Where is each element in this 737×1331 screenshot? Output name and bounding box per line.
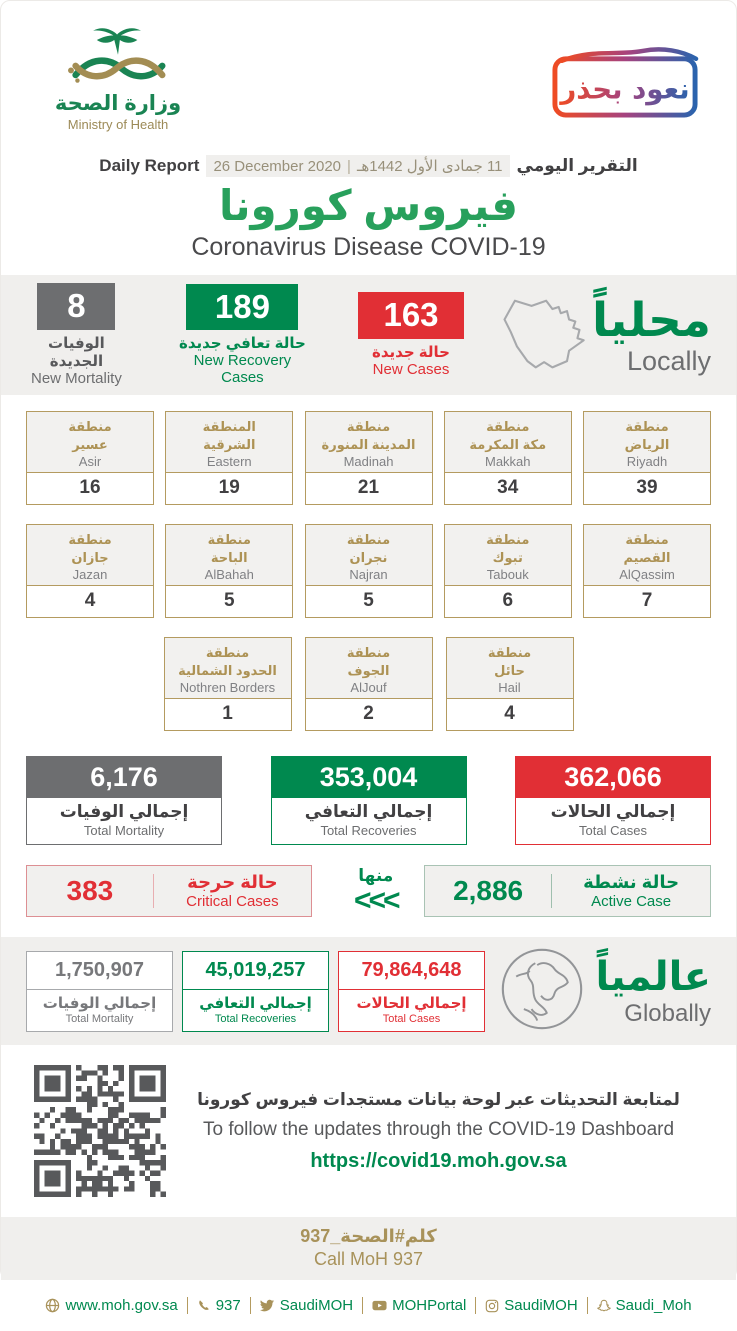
- regions-row-1: [26, 411, 711, 505]
- page-title-english: Coronavirus Disease COVID-19: [191, 233, 546, 261]
- critical-label-en: Critical Cases: [186, 893, 279, 910]
- twitter-icon: [260, 1298, 275, 1313]
- total-cases-value: 362,066: [516, 757, 710, 798]
- globe-icon: [499, 946, 585, 1037]
- total-cases-card: 362,066 إجمالي الحالات Total Cases: [515, 756, 711, 845]
- globally-section: [1, 937, 736, 1045]
- globe-icon: [45, 1298, 60, 1313]
- report-date-line: [1, 155, 736, 177]
- region-value: 4: [84, 590, 96, 612]
- total-recoveries-card: 353,004 إجمالي التعافي Total Recoveries: [271, 756, 467, 845]
- total-mortality-value: 6,176: [27, 757, 221, 798]
- region-card-riyadh: منطقة الرياض Riyadh 39: [583, 411, 711, 505]
- new-mortality-value: 8: [37, 283, 115, 330]
- footer-instagram[interactable]: SaudiMOH: [475, 1297, 586, 1314]
- total-recoveries-value: 353,004: [272, 757, 466, 798]
- call-moh-english: Call MoH 937: [313, 1249, 424, 1270]
- palm-swords-icon: [59, 75, 177, 92]
- footer-snapchat[interactable]: Saudi_Moh: [587, 1297, 701, 1314]
- hijri-date: 11 جمادى الأول 1442هـ: [356, 158, 503, 175]
- logo-english: Ministry of Health: [67, 117, 169, 132]
- region-card-madinah: منطقة المدينة المنورة Madinah 21: [305, 411, 433, 505]
- region-value: 2: [363, 703, 374, 725]
- new-mortality-label-en: New Mortality: [31, 369, 122, 387]
- left-arrows-icon: <<<: [354, 883, 398, 917]
- active-label-en: Active Case: [591, 893, 672, 910]
- global-mortality-value: 1,750,907: [27, 952, 172, 990]
- daily-report-label-arabic: التقرير اليومي: [516, 156, 638, 175]
- page-title-arabic: فيروس كورونا: [218, 182, 519, 229]
- dashboard-url-link[interactable]: https://covid19.moh.gov.sa: [310, 1149, 567, 1172]
- region-card-northern-borders: منطقة الحدود الشمالية Nothren Borders 1: [164, 637, 292, 731]
- region-value: 34: [497, 477, 519, 499]
- of-which-connector: منها <<<: [354, 865, 398, 917]
- critical-label-ar: حالة حرجة: [187, 872, 278, 893]
- new-cases-stat: [358, 292, 464, 378]
- new-mortality-stat: [26, 283, 127, 387]
- active-label-ar: حالة نشطة: [583, 872, 680, 893]
- global-mortality-card: 1,750,907 إجمالي الوفيات Total Mortality: [26, 951, 173, 1032]
- gregorian-date: 26 December 2020: [213, 157, 342, 175]
- footer-website[interactable]: www.moh.gov.sa: [36, 1297, 186, 1314]
- case-status-row: [1, 845, 736, 917]
- footer-contact-bar: [1, 1280, 736, 1331]
- regions-grid: [1, 395, 736, 731]
- region-card-asir: منطقة عسير Asir 16: [26, 411, 154, 505]
- region-card-aljouf: منطقة الجوف AlJouf 2: [305, 637, 433, 731]
- globally-heading-ar: عالمياً: [595, 954, 711, 999]
- region-card-tabouk: منطقة تبوك Tabouk 6: [444, 524, 572, 618]
- new-mortality-label-ar: الوفيات الجديدة: [48, 334, 105, 370]
- svg-text:نعود بحذر: نعود بحذر: [560, 72, 690, 106]
- region-card-alqassim: منطقة القصيم AlQassim 7: [583, 524, 711, 618]
- region-value: 4: [504, 703, 515, 725]
- globally-heading: [595, 954, 711, 1027]
- active-cases-value: 2,886: [453, 875, 524, 907]
- total-mortality-card: 6,176 إجمالي الوفيات Total Mortality: [26, 756, 222, 845]
- region-card-albahah: منطقة الباحة AlBahah 5: [165, 524, 293, 618]
- call-moh-bar: [1, 1217, 736, 1280]
- dashboard-note-en: To follow the updates through the COVID-19 Dashboard: [202, 1118, 675, 1140]
- new-cases-value: 163: [358, 292, 464, 339]
- region-value: 19: [218, 477, 240, 499]
- saudi-map-icon: [492, 288, 592, 383]
- totals-row: [1, 750, 736, 845]
- return-with-caution-badge: [550, 43, 700, 125]
- region-value: 1: [222, 703, 233, 725]
- region-card-najran: منطقة نجران Najran 5: [305, 524, 433, 618]
- logo-arabic: وزارة الصحة: [54, 92, 182, 115]
- global-cases-card: 79,864,648 إجمالي الحالات Total Cases: [338, 951, 485, 1032]
- region-card-eastern: المنطقة الشرقية Eastern 19: [165, 411, 293, 505]
- header: [1, 1, 736, 149]
- date-divider: |: [347, 157, 351, 175]
- phone-icon: [197, 1299, 211, 1313]
- region-value: 5: [363, 590, 374, 612]
- new-cases-label-en: New Cases: [372, 360, 450, 378]
- footer-phone[interactable]: 937: [187, 1297, 250, 1314]
- region-value: 7: [641, 590, 653, 612]
- new-cases-label-ar: حالة جديدة: [372, 343, 450, 361]
- region-value: 6: [502, 590, 514, 612]
- critical-cases-value: 383: [66, 875, 114, 907]
- locally-heading-en: Locally: [626, 345, 711, 376]
- region-value: 16: [79, 477, 101, 499]
- locally-heading-ar: محلياً: [592, 292, 711, 346]
- new-recovery-label-ar: حالة تعافي جديدة: [178, 335, 306, 353]
- regions-row-3: [26, 637, 711, 731]
- new-recovery-stat: [179, 284, 306, 387]
- region-value: 39: [636, 477, 658, 499]
- region-card-makkah: منطقة مكة المكرمة Makkah 34: [444, 411, 572, 505]
- regions-row-2: [26, 524, 711, 618]
- snapchat-icon: [597, 1299, 611, 1313]
- report-date-chip: [206, 155, 509, 177]
- globally-heading-en: Globally: [624, 999, 711, 1027]
- youtube-icon: [372, 1298, 387, 1313]
- new-recovery-label-en: New Recovery Cases: [193, 352, 292, 387]
- locally-heading: [592, 292, 711, 376]
- daily-report-label: Daily Report: [99, 156, 200, 175]
- footer-youtube[interactable]: MOHPortal: [362, 1297, 475, 1314]
- new-recovery-value: 189: [186, 284, 298, 331]
- dashboard-note-ar: لمتابعة التحديثات عبر لوحة بيانات مستجدات فيروس كورونا: [197, 1089, 680, 1109]
- critical-cases-box: [26, 865, 312, 917]
- global-cases-value: 79,864,648: [339, 952, 484, 990]
- footer-twitter[interactable]: SaudiMOH: [250, 1297, 362, 1314]
- dashboard-section: [1, 1045, 736, 1205]
- region-card-hail: منطقة حائل Hail 4: [446, 637, 574, 731]
- region-value: 5: [223, 590, 235, 612]
- region-card-jazan: منطقة جازان Jazan 4: [26, 524, 154, 618]
- qr-code: [34, 1065, 166, 1197]
- active-cases-box: [424, 865, 711, 917]
- global-recoveries-card: 45,019,257 إجمالي التعافي Total Recoveries: [182, 951, 329, 1032]
- global-recoveries-value: 45,019,257: [183, 952, 328, 990]
- moh-logo: [53, 27, 183, 132]
- locally-section: [1, 275, 736, 395]
- hashtag-arabic: كلم#الصحة_937: [300, 1226, 437, 1247]
- instagram-icon: [485, 1299, 499, 1313]
- region-value: 21: [357, 477, 380, 499]
